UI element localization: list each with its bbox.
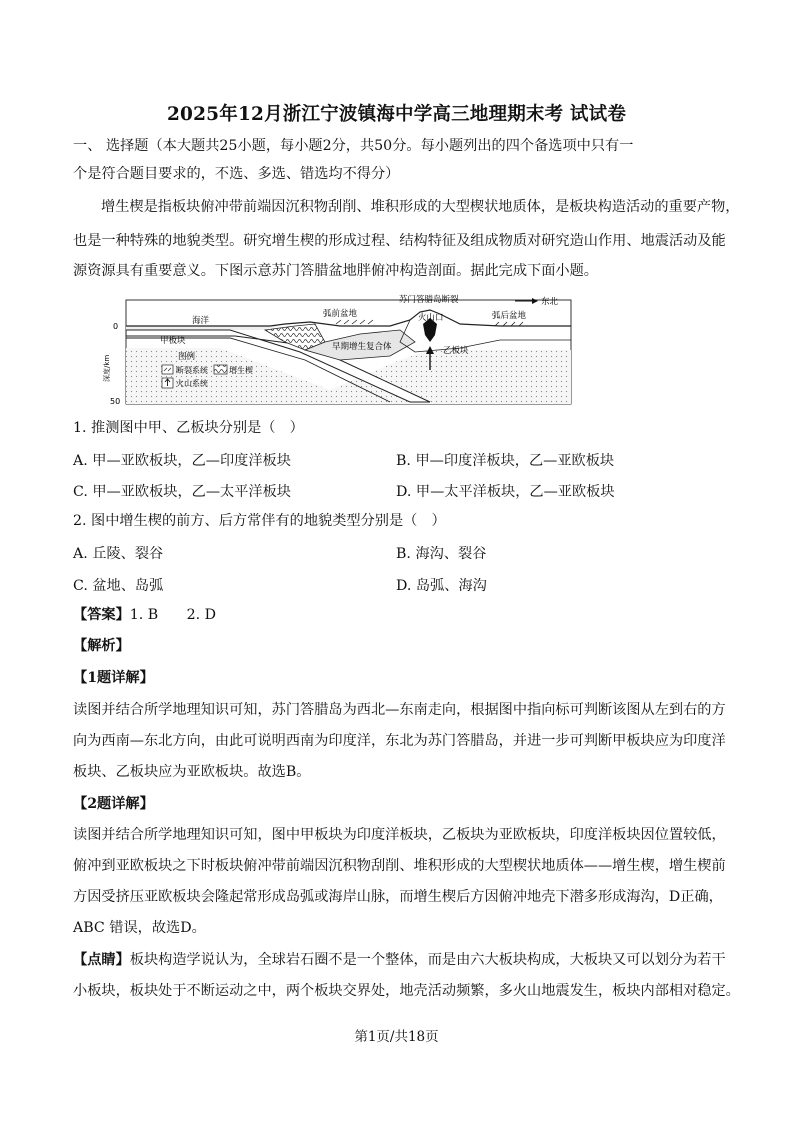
q1-option-d: D. 甲—太平洋板块，乙—亚欧板块: [396, 484, 615, 500]
detail-2-line: 俯冲到亚欧板块之下时板块俯冲带前端因沉积物刮削、堆积形成的大型楔状地质体——增生楔，增生楔前: [73, 858, 726, 874]
tip-text: 板块构造学说认为，全球岩石圈不是一个整体，而是由六大板块构成，大板块又可以划分为若干: [129, 952, 726, 968]
answer-text: 1. B 2. D: [129, 607, 217, 623]
question-2-stem: 2. 图中增生楔的前方、后方常伴有的地貌类型分别是（ ）: [73, 513, 446, 529]
tip-line: 小板块，板块处于不断运动之中，两个板块交界处，地壳活动频繁，多火山地震发生，板块内部相对稳定。: [73, 983, 740, 999]
intro-line: 也是一种特殊的地貌类型。研究增生楔的形成过程、结构特征及组成物质对研究造山作用、地震活动及能: [73, 233, 726, 249]
detail-2-tag: 【2题详解】: [73, 796, 154, 812]
question-1-stem: 1. 推测图中甲、乙板块分别是（ ）: [73, 420, 304, 436]
depth-0-label: 0: [113, 322, 119, 331]
analysis-tag: 【解析】: [73, 638, 130, 654]
tip-line: [73, 950, 726, 970]
legend-wedge: 增生楔: [229, 366, 253, 375]
q1-option-b: B. 甲—印度洋板块，乙—亚欧板块: [396, 453, 615, 469]
intro-line: 增生楔是指板块俯冲带前端因沉积物刮削、堆积形成的大型楔状地质体，是板块构造活动的重要产物，: [101, 199, 740, 215]
answer-line: [73, 605, 723, 625]
plate-b-label: 乙板块: [443, 346, 469, 356]
fault-label: 苏门答腊岛断裂: [399, 295, 459, 305]
ocean-label: 海洋: [192, 316, 210, 326]
plate-a-label: 甲板块: [160, 336, 186, 346]
backarc-label: 弧后盆地: [492, 311, 527, 321]
detail-2-line: 读图并结合所学地理知识可知，图中甲板块为印度洋板块，乙板块为亚欧板块，印度洋板块因位置较低，: [73, 827, 726, 843]
forearc-label: 弧前盆地: [323, 309, 358, 319]
section-header-cont: 个是符合题目要求的，不选、多选、错选均不得分）: [73, 166, 400, 182]
q2-option-a: A. 丘陵、裂谷: [73, 546, 164, 562]
answer-tag: 【答案】: [73, 607, 130, 623]
tip-tag: 【点睛】: [73, 952, 130, 968]
intro-line: 源资源具有重要意义。下图示意苏门答腊盆地胖俯冲构造剖面。据此完成下面小题。: [73, 263, 598, 279]
complex-label: 早期增生复合体: [332, 342, 392, 352]
legend-title: 图例: [178, 352, 196, 362]
crater-label: 火山口: [418, 313, 444, 323]
subduction-diagram: [100, 290, 575, 408]
depth-axis-label: 深度/km: [103, 354, 111, 382]
detail-1-line: 读图并结合所学地理知识可知，苏门答腊岛为西北—东南走向，根据图中指向标可判断该图从左到右的方: [73, 702, 726, 718]
section-header: 一、 选择题（本大题共25小题，每小题2分，共50分。每小题列出的四个备选项中只有一: [73, 138, 634, 154]
q2-option-d: D. 岛弧、海沟: [396, 578, 487, 594]
page-footer: 第1页/共18页: [354, 1029, 439, 1045]
q1-option-c: C. 甲—亚欧板块，乙—太平洋板块: [73, 484, 291, 500]
page-title: 2025年12月浙江宁波镇海中学高三地理期末考 试试卷: [166, 104, 627, 125]
legend-volcano: 火山系统: [176, 379, 208, 388]
detail-1-line: 向为西南—东北方向，由此可说明西南为印度洋，东北为苏门答腊岛，并进一步可判断甲板块应为印度洋: [73, 733, 726, 749]
legend-fault: 断裂系统: [176, 366, 208, 375]
q2-option-b: B. 海沟、裂谷: [396, 546, 487, 562]
q1-option-a: A. 甲—亚欧板块，乙—印度洋板块: [73, 453, 291, 469]
direction-label: 东北: [541, 297, 559, 307]
detail-2-line: 方因受挤压亚欧板块会隆起常形成岛弧或海岸山脉，而增生楔后方因俯冲地壳下潜多形成海沟，D正确，: [73, 889, 723, 905]
depth-50-label: 50: [110, 397, 121, 406]
detail-2-line: ABC 错误，故选D。: [73, 920, 206, 936]
detail-1-line: 板块、乙板块应为亚欧板块。故选B。: [73, 764, 311, 780]
detail-1-tag: 【1题详解】: [73, 670, 154, 686]
q2-option-c: C. 盆地、岛弧: [73, 578, 164, 594]
